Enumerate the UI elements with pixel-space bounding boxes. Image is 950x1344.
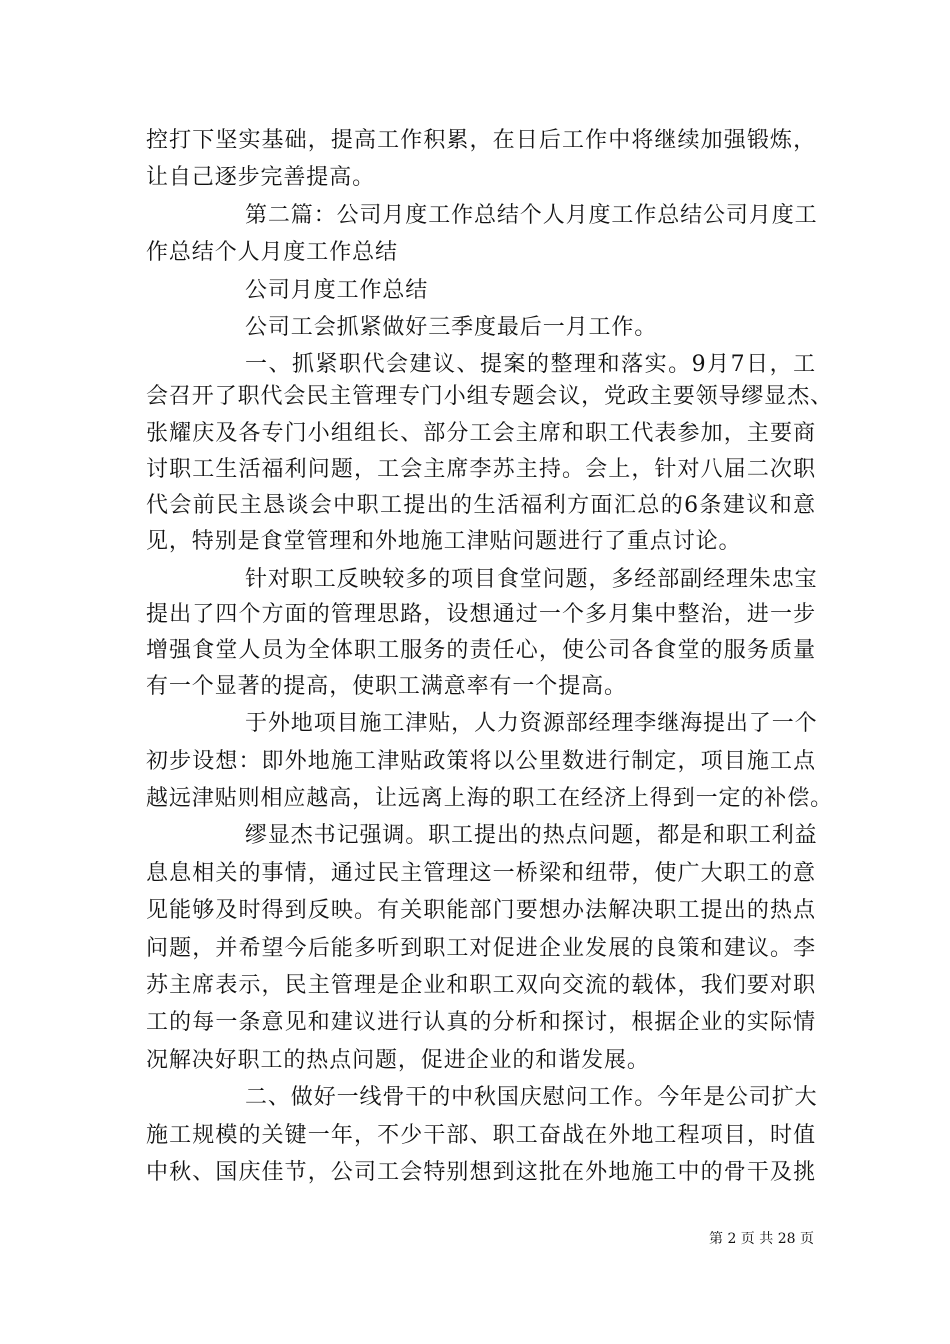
- text-line: 公司工会抓紧做好三季度最后一月工作。: [245, 315, 658, 340]
- text-line: 公司月度工作总结: [245, 278, 429, 303]
- text-line: 于外地项目施工津贴，人力资源部经理李继海提出了一个: [245, 711, 818, 736]
- text-line: 提出了四个方面的管理思路，设想通过一个多月集中整治，进一步: [146, 602, 816, 627]
- text-line: 问题，并希望今后能多听到职工对促进企业发展的良策和建议。李: [146, 936, 816, 961]
- text-line: 张耀庆及各专门小组组长、部分工会主席和职工代表参加，主要商: [146, 421, 816, 446]
- text-line: 初步设想：即外地施工津贴政策将以公里数进行制定，项目施工点: [146, 749, 816, 774]
- text-line: 代会前民主恳谈会中职工提出的生活福利方面汇总的6条建议和意: [146, 493, 816, 518]
- text-line: 二、做好一线骨干的中秋国庆慰问工作。今年是公司扩大: [245, 1085, 818, 1110]
- text-line: 缪显杰书记强调。职工提出的热点问题，都是和职工利益: [245, 823, 818, 848]
- text-line: 针对职工反映较多的项目食堂问题，多经部副经理朱忠宝: [245, 567, 818, 592]
- text-line: 况解决好职工的热点问题，促进企业的和谐发展。: [146, 1048, 650, 1073]
- text-line: 会召开了职代会民主管理专门小组专题会议，党政主要领导缪显杰、: [146, 384, 834, 409]
- text-line: 第二篇：公司月度工作总结个人月度工作总结公司月度工: [245, 203, 818, 228]
- text-line: 作总结个人月度工作总结: [146, 240, 398, 265]
- text-line: 讨职工生活福利问题，工会主席李苏主持。会上，针对八届二次职: [146, 457, 816, 482]
- page-number: 第 2 页 共 28 页: [709, 1231, 814, 1247]
- text-line: 息息相关的事情，通过民主管理这一桥梁和纽带，使广大职工的意: [146, 861, 816, 886]
- text-line: 有一个显著的提高，使职工满意率有一个提高。: [146, 674, 627, 699]
- text-line: 控打下坚实基础，提高工作积累，在日后工作中将继续加强锻炼，: [146, 128, 816, 153]
- text-line: 中秋、国庆佳节，公司工会特别想到这批在外地施工中的骨干及挑: [146, 1160, 816, 1185]
- text-line: 增强食堂人员为全体职工服务的责任心，使公司各食堂的服务质量: [146, 638, 816, 663]
- text-line: 见能够及时得到反映。有关职能部门要想办法解决职工提出的热点: [146, 898, 816, 923]
- text-line: 让自己逐步完善提高。: [146, 165, 376, 190]
- text-line: 见，特别是食堂管理和外地施工津贴问题进行了重点讨论。: [146, 529, 742, 554]
- text-line: 施工规模的关键一年，不少干部、职工奋战在外地工程项目，时值: [146, 1123, 816, 1148]
- text-line: 一、抓紧职代会建议、提案的整理和落实。9月7日，工: [245, 352, 816, 377]
- text-line: 越远津贴则相应越高，让远离上海的职工在经济上得到一定的补偿。: [146, 786, 834, 811]
- text-line: 苏主席表示，民主管理是企业和职工双向交流的载体，我们要对职: [146, 973, 816, 998]
- text-line: 工的每一条意见和建议进行认真的分析和探讨，根据企业的实际情: [146, 1010, 816, 1035]
